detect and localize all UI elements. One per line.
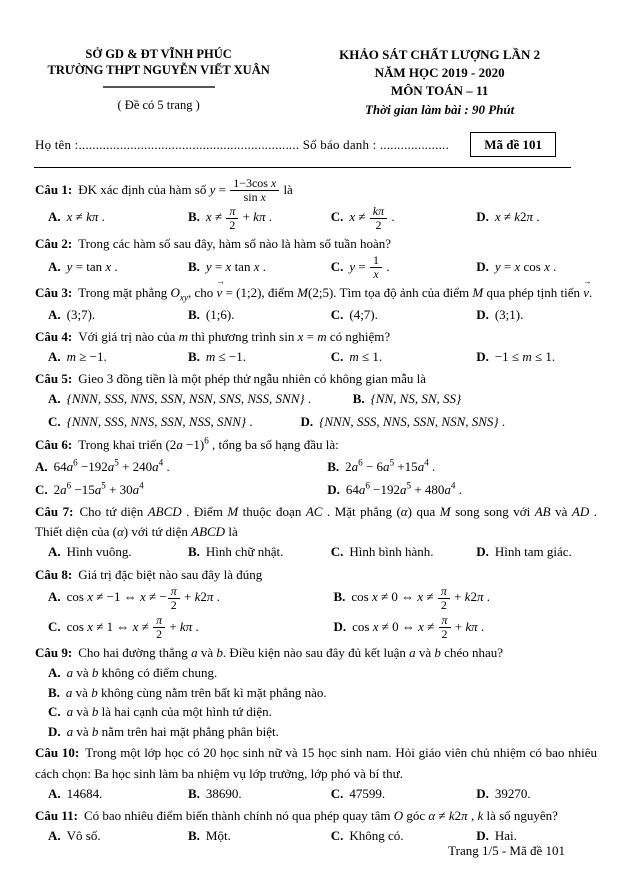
exam-title-line3: MÔN TOÁN – 11 (390, 83, 489, 99)
question-number: Câu 7: (35, 504, 74, 520)
options-row (35, 205, 597, 232)
option-text: {NN, NS, SN, SS} (370, 391, 462, 407)
option-label: D. (333, 618, 347, 634)
option-label: D. (476, 349, 489, 365)
option-label: A. (48, 349, 61, 365)
question-10 (35, 743, 597, 803)
option-label: A. (48, 589, 61, 605)
candidate-info-row (35, 132, 597, 158)
option-label: A. (48, 785, 61, 801)
option-text: {NNN, SSS, NNS, SSN, NSN, SNS, NSS, SNN} . (66, 391, 312, 407)
option-c (331, 784, 476, 804)
option-d (476, 542, 597, 562)
question-3 (35, 283, 597, 325)
option-b (188, 257, 331, 277)
option-label: A. (48, 391, 61, 407)
option-text: x ≠ $\frac{\pi}{2}$ + kπ . (205, 203, 272, 232)
question-number: Câu 3: (35, 285, 73, 301)
option-label: D. (476, 209, 489, 225)
question-number: Câu 1: (35, 181, 73, 197)
option-b (188, 826, 331, 846)
options-row (35, 542, 597, 562)
option-label: D. (48, 723, 61, 739)
option-a (48, 826, 188, 846)
question-7 (35, 502, 597, 562)
option-text: Hình chữ nhật. (205, 544, 284, 560)
option-text: (3;1). (494, 306, 524, 322)
option-c (35, 479, 327, 500)
option-b (353, 389, 597, 409)
question-text (35, 502, 597, 542)
question-8 (35, 565, 597, 642)
option-text: 38690. (205, 785, 242, 801)
option-a (48, 663, 597, 683)
option-label: A. (48, 665, 61, 681)
option-d (476, 207, 597, 227)
option-label: C. (48, 704, 61, 720)
option-label: D. (476, 828, 489, 843)
option-b (333, 585, 597, 612)
question-4 (35, 327, 597, 367)
question-text (35, 743, 597, 783)
question-6 (35, 434, 597, 500)
option-text: 39270. (494, 785, 531, 801)
option-text: cos x ≠ 1 ⇔ x ≠ $\frac{\pi}{2}$ + kπ . (66, 613, 199, 642)
exam-title-line1: KHẢO SÁT CHẤT LƯỢNG LẦN 2 (339, 47, 541, 62)
option-text: −1 ≤ m ≤ 1. (494, 349, 556, 365)
question-text (35, 327, 597, 347)
question-stem: Giá trị đặc biệt nào sau đây là đúng (78, 566, 263, 582)
option-label: D. (476, 785, 489, 801)
question-number: Câu 8: (35, 566, 73, 582)
question-number: Câu 4: (35, 329, 73, 345)
option-text: a và b là hai cạnh của một hình tứ diện. (66, 704, 272, 720)
question-stem: Trong các hàm số sau đây, hàm số nào là hàm số tuần hoàn? (78, 235, 391, 251)
question-2 (35, 234, 597, 281)
option-text: y = x tan x . (205, 258, 266, 274)
header-organization (35, 46, 282, 119)
question-stem: Trong khai triển $(2a -1)^6$ , tổng ba số hạng đầu là: (78, 435, 339, 453)
page-footer: Trang 1/5 - Mã đề 101 (448, 842, 565, 858)
option-label: D. (476, 306, 489, 322)
option-c (331, 305, 476, 325)
option-a (48, 347, 188, 367)
question-stem: Trong một lớp học có 20 học sinh nữ và 15 học sinh nam. Hỏi giáo viên chủ nhiệm có bao nhiêu cách chọn: Ba học sinh làm ba nhiệm vụ lớp trưởng, lớp phó và bí thư. (35, 745, 597, 781)
org-divider (103, 86, 215, 88)
options-row (35, 389, 597, 409)
option-text: 47599. (349, 785, 386, 801)
org-department: SỞ GD & ĐT VĨNH PHÚC (85, 47, 232, 61)
option-c (48, 412, 301, 432)
name-and-id-line: Họ tên :................................................................ Số báo danh : .................... (35, 136, 449, 152)
question-1 (35, 177, 597, 232)
question-stem: Cho tứ diện ABCD . Điểm M thuộc đoạn AC . Mặt phẳng (α) qua M song song với AB và AD . Thiết diện của (α) với tứ diện ABCD là (35, 504, 598, 540)
options-row (35, 784, 597, 804)
option-label: D. (476, 258, 489, 274)
option-text: m ≤ 1. (349, 349, 383, 365)
question-text (35, 369, 597, 389)
option-label: A. (48, 209, 61, 225)
options-row (35, 455, 597, 476)
question-text (35, 434, 597, 455)
question-number: Câu 2: (35, 235, 73, 251)
option-label: C. (330, 258, 344, 274)
option-c (331, 254, 476, 281)
option-label: C. (35, 482, 48, 498)
option-text: x ≠ k2π . (494, 209, 540, 225)
options-row (35, 479, 597, 500)
option-label: A. (48, 828, 61, 843)
option-b (48, 683, 597, 703)
option-label: D. (327, 482, 340, 498)
question-number: Câu 9: (35, 645, 73, 661)
question-9 (35, 643, 597, 741)
option-label: B. (187, 306, 200, 322)
option-d (476, 305, 597, 325)
option-text: cos x ≠ 0 ⇔ x ≠ $\frac{\pi}{2}$ + k2π . (351, 583, 490, 612)
option-label: B. (333, 589, 346, 605)
option-text: Hình tam giác. (494, 544, 572, 560)
option-text: {NNN, SSS, NNS, SSN, NSS, SNN} . (66, 413, 253, 429)
options-row (35, 347, 597, 367)
option-a (48, 784, 188, 804)
option-text: (1;6). (205, 306, 235, 322)
option-text: Không có. (349, 828, 404, 843)
option-text: Một. (205, 828, 231, 843)
question-text (35, 806, 597, 826)
option-text: 14684. (66, 785, 103, 801)
options-row (35, 254, 597, 281)
option-text: y = tan x . (66, 258, 118, 274)
option-label: C. (330, 828, 344, 843)
option-b (188, 542, 331, 562)
option-text: y = $\frac{1}{x}$ . (349, 252, 390, 282)
option-c (48, 702, 597, 722)
option-a (48, 585, 333, 612)
option-b (188, 347, 331, 367)
question-number: Câu 5: (35, 371, 73, 387)
question-number: Câu 10: (35, 745, 80, 761)
option-b (188, 305, 331, 325)
option-text: a và b không có điểm chung. (66, 665, 218, 681)
option-text: $64a^6 -192a^5 + 240a^4$ . (53, 457, 170, 474)
option-label: B. (327, 458, 340, 474)
exam-title-line2: NĂM HỌC 2019 - 2020 (374, 65, 505, 81)
option-text: (3;7). (66, 306, 96, 322)
option-d (476, 347, 597, 367)
org-school: TRƯỜNG THPT NGUYỄN VIẾT XUÂN (47, 63, 270, 78)
option-d (48, 722, 597, 742)
question-text (35, 643, 597, 663)
option-text: $2a^6 - 6a^5 +15a^4$ . (345, 457, 436, 474)
option-label: C. (48, 413, 61, 429)
question-text (35, 234, 597, 254)
option-d (333, 614, 597, 641)
option-d (476, 257, 597, 277)
option-d (301, 412, 597, 432)
question-stem: Trong mặt phẳng $O_{xy}$, cho → v = (1;2), điểm M(2;5). Tìm tọa độ ảnh của điểm M qua phép tịnh tiến → v. (78, 285, 592, 300)
question-stem: ĐK xác định của hàm số y = $\frac{\text{1−3cos x}}{\text{sin x}}$ là (78, 176, 293, 205)
options-row (35, 412, 597, 432)
option-text: y = x cos x . (494, 258, 557, 274)
option-text: cos x ≠ −1 ⇔ x ≠ − $\frac{\pi}{2}$ + k2π . (66, 583, 220, 612)
question-stem: Với giá trị nào của m thì phương trình sin x = m có nghiệm? (78, 329, 391, 345)
question-5 (35, 369, 597, 431)
question-text (35, 177, 597, 204)
exam-header (35, 46, 597, 119)
question-text (35, 565, 597, 585)
option-d (476, 784, 597, 804)
question-stem: Có bao nhiêu điểm biến thành chính nó qua phép quay tâm O góc α ≠ k2π , k là số nguyên? (83, 807, 558, 823)
option-label: A. (48, 306, 61, 322)
question-stem: Cho hai đường thẳng a và b. Điều kiện nào sau đây đủ kết luận a và b chéo nhau? (78, 645, 504, 661)
exam-code-box: Mã đề 101 (470, 132, 556, 158)
option-label: B. (187, 209, 200, 225)
option-text: $2a^6 -15a^5 + 30a^4$ (53, 480, 144, 498)
options-row (35, 614, 597, 641)
option-b (327, 455, 597, 476)
option-text: a và b không cùng nằm trên bất kì mặt phẳng nào. (65, 684, 327, 700)
question-number: Câu 11: (35, 807, 78, 823)
option-a (35, 455, 327, 476)
question-stem: Gieo 3 đồng tiền là một phép thử ngẫu nhiên có không gian mẫu là (78, 371, 427, 387)
option-text: (4;7). (349, 306, 378, 322)
option-a (48, 257, 188, 277)
question-number: Câu 6: (35, 437, 73, 453)
option-label: B. (187, 349, 200, 365)
option-a (48, 207, 188, 227)
option-b (188, 205, 331, 232)
header-separator (34, 167, 571, 168)
option-text: x ≠ $\frac{k\pi}{2}$ . (349, 203, 395, 232)
option-text: Vô số. (66, 828, 101, 843)
options-row (35, 585, 597, 612)
option-label: C. (330, 306, 344, 322)
option-text: x ≠ kπ . (66, 209, 105, 225)
option-label: B. (187, 785, 200, 801)
option-a (48, 305, 188, 325)
option-label: D. (476, 544, 489, 560)
option-label: C. (48, 618, 61, 634)
option-label: C. (330, 209, 344, 225)
option-text: $64a^6 -192a^5 + 480a^4$ . (345, 480, 462, 498)
option-d (327, 479, 597, 500)
option-a (48, 542, 188, 562)
option-label: C. (330, 544, 344, 560)
header-exam-title (282, 46, 597, 119)
option-a (48, 389, 353, 409)
option-c (331, 347, 476, 367)
option-label: B. (352, 391, 365, 407)
pages-note: ( Đề có 5 trang ) (117, 97, 200, 112)
option-label: A. (35, 458, 48, 474)
option-b (188, 784, 331, 804)
option-label: B. (187, 258, 200, 274)
option-label: C. (330, 785, 344, 801)
option-text: Hình vuông. (66, 544, 132, 560)
exam-duration: Thời gian làm bài : 90 Phút (364, 101, 515, 117)
option-text: Hình bình hành. (349, 544, 434, 560)
option-text: m ≥ −1. (66, 349, 107, 365)
option-text: {NNN, SSS, NNS, SSN, NSN, SNS} . (319, 413, 506, 429)
option-c (331, 542, 476, 562)
option-label: A. (48, 544, 61, 560)
option-label: B. (187, 828, 200, 843)
option-label: B. (187, 544, 200, 560)
option-label: D. (300, 413, 314, 429)
option-c (331, 205, 476, 232)
option-label: B. (48, 684, 60, 700)
question-text (35, 283, 597, 305)
option-text: cos x ≠ 0 ⇔ x ≠ $\frac{\pi}{2}$ + kπ . (352, 613, 485, 642)
options-row (35, 305, 597, 325)
option-label: C. (330, 349, 344, 365)
option-text: m ≤ −1. (205, 349, 247, 365)
option-text: a và b nằm trên hai mặt phẳng phân biệt. (66, 723, 279, 739)
option-label: A. (48, 258, 61, 274)
option-c (48, 614, 333, 641)
options-list (35, 663, 597, 741)
option-text: Hai. (494, 828, 517, 843)
